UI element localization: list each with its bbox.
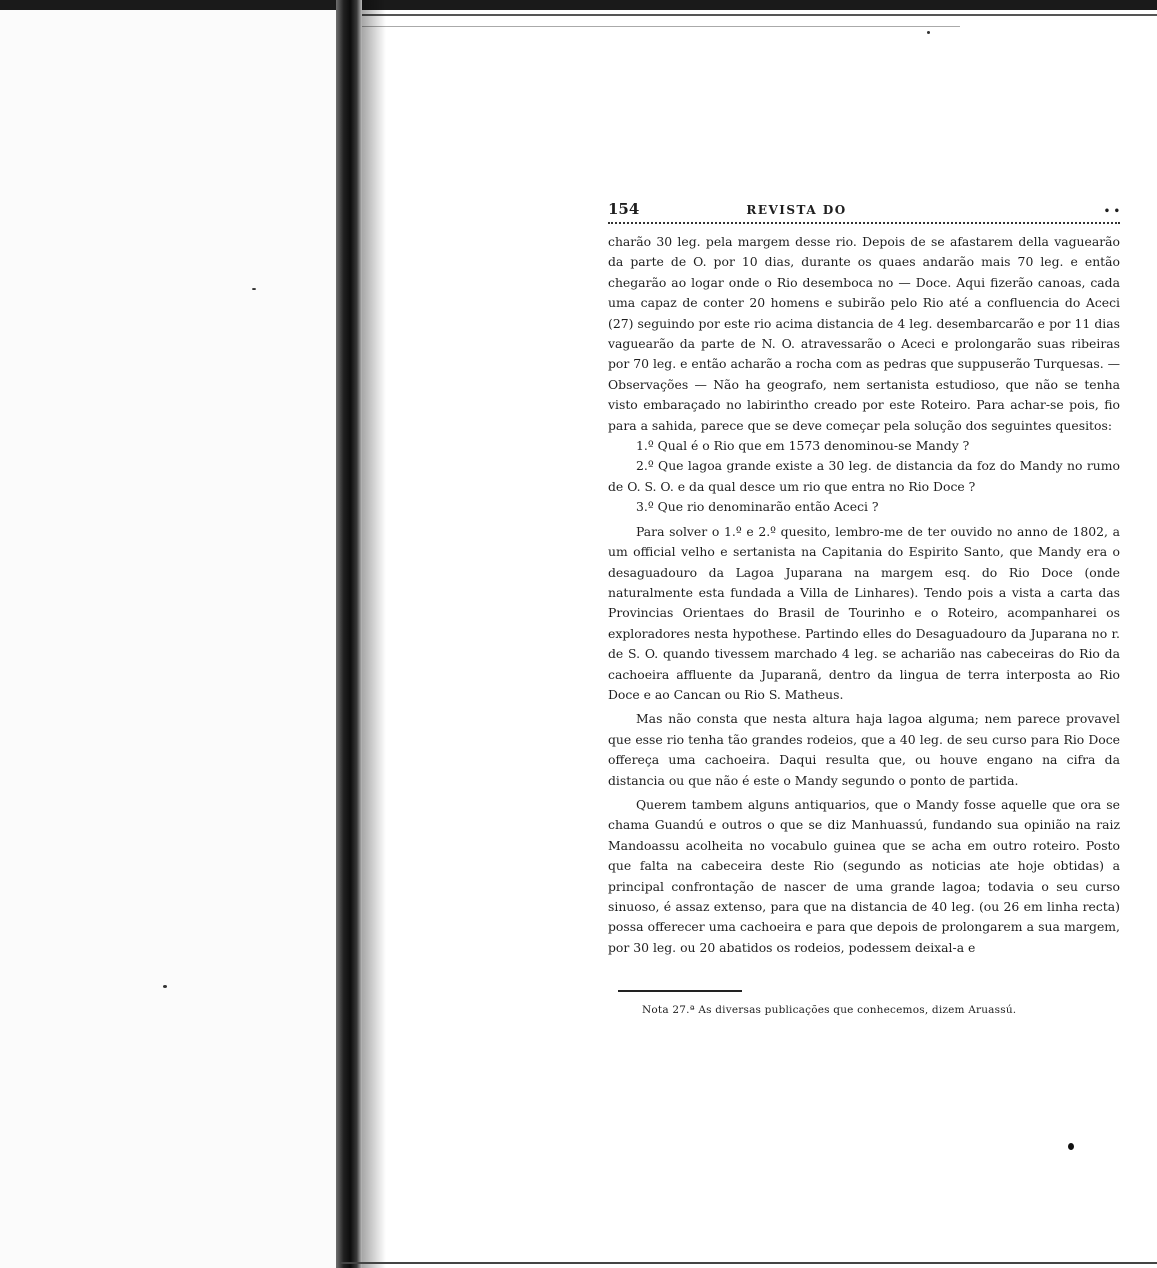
left-facing-page (0, 0, 340, 1268)
question-3: 3.º Que rio denominarão então Aceci ? (636, 499, 879, 515)
footnote-rule (618, 990, 742, 992)
book-top-edge (0, 0, 1157, 10)
paragraph-roteiro: charão 30 leg. pela margem desse rio. Depois de se afastarem della vaguearão da parte de O. por 10 dias, durante os quaes andarão mais 70 leg. e então chegarão ao logar onde o Rio desemboca no — Doce. Aqui fizerão canoas, cada uma capaz de conter 20 homens e subirão pelo Rio até a confluencia do Aceci (27) seguindo por este rio acima distancia de 4 leg. desembarcarão e por 11 dias vaguearão da parte de N. O. atravessarão o Aceci e prolongarão suas ribeiras por 70 leg. e então acharão a rocha com as pedras que suppuserão Turquesas. — Observações — Não ha geografo, nem sertanista estudioso, que não se tenha visto embaraçado no labirintho creado por este Roteiro. Para achar-se pois, fio para a sahida, parece que se deve começar pela solução dos seguintes quesitos: (608, 234, 1120, 433)
page-top-edge-line (360, 14, 1157, 16)
ink-mark (1068, 1143, 1074, 1150)
running-header (608, 200, 1120, 220)
header-rule (608, 222, 1120, 224)
page-top-faint-line (360, 26, 960, 27)
paragraph-doubt: Mas não consta que nesta altura haja lagoa alguma; nem parece provavel que esse rio tenha tão grandes rodeios, que a 40 leg. de seu curso para Rio Doce offereça uma cachoeira. Daqui resulta que, ou houve engano na cifra da distancia ou que não é este o Mandy segundo o ponto de partida. (608, 711, 1120, 788)
paragraph-antiquarios: Querem tambem alguns antiquarios, que o Mandy fosse aquelle que ora se chama Guandú e outros o que se diz Manhuassú, fundando sua opinião na raiz Mandoassu acolheita no vocabulo guinea que se acha em outro roteiro. Posto que falta na cabeceira deste Rio (segundo as noticias ate hoje obtidas) a principal confrontação de nascer de uma grande lagoa; todavia o seu curso sinuoso, é assaz extenso, para que na distancia de 40 leg. (ou 26 em linha recta) possa offerecer uma cachoeira e para que depois de prolongarem a sua margem, por 30 leg. ou 20 abatidos os rodeios, podessem deixal-a e (608, 796, 1120, 955)
question-1: 1.º Qual é o Rio que em 1573 denominou-se Mandy ? (636, 438, 970, 454)
page-bottom-edge (340, 1262, 1157, 1264)
question-2: 2.º Que lagoa grande existe a 30 leg. de distancia da foz do Mandy no rumo de O. S. O. e da qual desce um rio que entra no Rio Doce ? (608, 458, 1120, 494)
body-text (608, 232, 1120, 958)
paragraph-answer: Para solver o 1.º e 2.º quesito, lembro-me de ter ouvido no anno de 1802, a um official velho e sertanista na Capitania do Espirito Santo, que Mandy era o desaguadouro da Lagoa Juparana na margem esq. do Rio Doce (onde naturalmente esta fundada a Villa de Linhares). Tendo pois a vista a carta das Provincias Orientaes do Brasil de Tourinho e o Roteiro, acompanharei os exploradores nesta hypothese. Partindo elles do Desaguadouro da Juparana no r. de S. O. quando tivessem marchado 4 leg. se acharião nas cabeceiras do Rio da cachoeira affluente da Juparanã, dentro da lingua de terra interposta ao Rio Doce e ao Cancan ou Rio S. Matheus. (608, 523, 1120, 702)
book-spine (336, 0, 362, 1268)
scan-speck (163, 985, 167, 988)
document-page (608, 200, 1120, 1027)
scan-speck (927, 31, 930, 34)
scan-speck (252, 288, 256, 290)
running-title: REVISTA DO (746, 203, 847, 217)
header-marks: • • (1103, 206, 1120, 217)
footnote: Nota 27.ª As diversas publicações que conhecemos, dizem Aruassú. (642, 1004, 1017, 1017)
page-number: 154 (608, 200, 640, 218)
spine-shadow (362, 0, 386, 1268)
